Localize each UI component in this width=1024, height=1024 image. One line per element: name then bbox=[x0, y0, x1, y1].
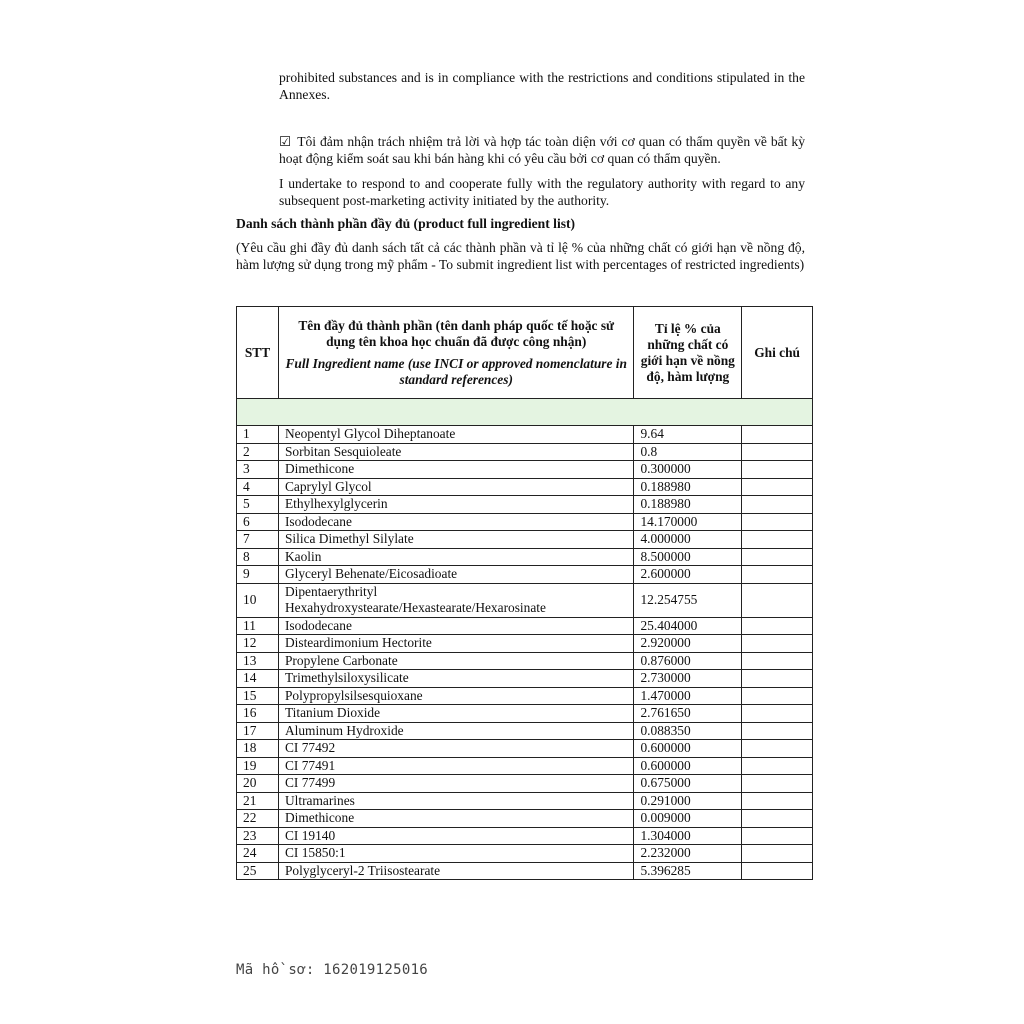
table-row bbox=[237, 775, 813, 793]
percent-cell: 2.730000 bbox=[634, 670, 742, 688]
note-cell bbox=[742, 705, 813, 723]
stt-cell: 21 bbox=[237, 792, 279, 810]
stt-cell: 18 bbox=[237, 740, 279, 758]
ingredient-name-cell: CI 77499 bbox=[278, 775, 633, 793]
header-note: Ghi chú bbox=[742, 307, 813, 399]
table-body bbox=[237, 399, 813, 880]
ingredient-name-cell: Silica Dimethyl Silylate bbox=[278, 531, 633, 549]
ingredient-name-cell: Glyceryl Behenate/Eicosadioate bbox=[278, 566, 633, 584]
note-cell bbox=[742, 862, 813, 880]
note-cell bbox=[742, 722, 813, 740]
table-row bbox=[237, 461, 813, 479]
ingredient-name-cell: CI 15850:1 bbox=[278, 845, 633, 863]
table-row bbox=[237, 687, 813, 705]
stt-cell: 11 bbox=[237, 617, 279, 635]
ingredient-name-cell: Neopentyl Glycol Diheptanoate bbox=[278, 426, 633, 444]
compliance-paragraph: prohibited substances and is in compliance with the restrictions and conditions stipulated in the Annexes. bbox=[279, 70, 805, 102]
note-cell bbox=[742, 652, 813, 670]
ingredient-name-cell: Caprylyl Glycol bbox=[278, 478, 633, 496]
note-cell bbox=[742, 670, 813, 688]
percent-cell: 0.088350 bbox=[634, 722, 742, 740]
stt-cell: 2 bbox=[237, 443, 279, 461]
ingredient-table bbox=[236, 306, 813, 880]
table-row bbox=[237, 531, 813, 549]
note-cell bbox=[742, 443, 813, 461]
table-row bbox=[237, 478, 813, 496]
percent-cell: 0.300000 bbox=[634, 461, 742, 479]
section-band-row bbox=[237, 399, 813, 426]
note-cell bbox=[742, 496, 813, 514]
stt-cell: 1 bbox=[237, 426, 279, 444]
note-cell bbox=[742, 687, 813, 705]
ingredient-name-cell: Dimethicone bbox=[278, 461, 633, 479]
table-header-row bbox=[237, 307, 813, 399]
percent-cell: 5.396285 bbox=[634, 862, 742, 880]
note-cell bbox=[742, 566, 813, 584]
checkbox-checked-icon: ☑ bbox=[279, 134, 292, 149]
ingredient-name-cell: Sorbitan Sesquioleate bbox=[278, 443, 633, 461]
section-band-cell bbox=[237, 399, 813, 426]
percent-cell: 0.876000 bbox=[634, 652, 742, 670]
ingredient-list-heading: Danh sách thành phần đầy đủ (product full ingredient list) bbox=[236, 216, 576, 231]
table-row bbox=[237, 548, 813, 566]
stt-cell: 14 bbox=[237, 670, 279, 688]
ingredient-list-instruction: (Yêu cầu ghi đầy đủ danh sách tất cả các thành phần và tỉ lệ % của những chất có giới hạn về nồng độ, hàm lượng sử dụng trong mỹ phẩm - To submit ingredient list with percentages of restricted ingredients) bbox=[236, 240, 805, 272]
table-row bbox=[237, 635, 813, 653]
percent-cell: 1.470000 bbox=[634, 687, 742, 705]
stt-cell: 25 bbox=[237, 862, 279, 880]
table-row bbox=[237, 566, 813, 584]
header-name-en: Full Ingredient name (use INCI or approved nomenclature in standard references) bbox=[285, 355, 627, 387]
stt-cell: 13 bbox=[237, 652, 279, 670]
table-row bbox=[237, 845, 813, 863]
note-cell bbox=[742, 792, 813, 810]
percent-cell: 0.188980 bbox=[634, 478, 742, 496]
note-cell bbox=[742, 548, 813, 566]
percent-cell: 0.600000 bbox=[634, 740, 742, 758]
note-cell bbox=[742, 775, 813, 793]
note-cell bbox=[742, 513, 813, 531]
table-row bbox=[237, 496, 813, 514]
percent-cell: 2.761650 bbox=[634, 705, 742, 723]
table-row bbox=[237, 617, 813, 635]
percent-cell: 0.188980 bbox=[634, 496, 742, 514]
note-cell bbox=[742, 531, 813, 549]
note-cell bbox=[742, 617, 813, 635]
header-stt: STT bbox=[237, 307, 279, 399]
ingredient-name-cell: CI 19140 bbox=[278, 827, 633, 845]
ingredient-name-cell: Polypropylsilsesquioxane bbox=[278, 687, 633, 705]
table-row bbox=[237, 443, 813, 461]
stt-cell: 15 bbox=[237, 687, 279, 705]
percent-cell: 14.170000 bbox=[634, 513, 742, 531]
ingredient-name-cell: Dimethicone bbox=[278, 810, 633, 828]
stt-cell: 4 bbox=[237, 478, 279, 496]
table-row bbox=[237, 513, 813, 531]
stt-cell: 7 bbox=[237, 531, 279, 549]
table-row bbox=[237, 705, 813, 723]
stt-cell: 9 bbox=[237, 566, 279, 584]
note-cell bbox=[742, 757, 813, 775]
header-ingredient-name bbox=[278, 307, 633, 399]
percent-cell: 4.000000 bbox=[634, 531, 742, 549]
ingredient-name-cell: Aluminum Hydroxide bbox=[278, 722, 633, 740]
table-row bbox=[237, 670, 813, 688]
note-cell bbox=[742, 583, 813, 617]
table-row bbox=[237, 862, 813, 880]
en-undertake-paragraph: I undertake to respond to and cooperate fully with the regulatory authority with regard to any subsequent post-marketing activity initiated by the authority. bbox=[279, 176, 805, 208]
note-cell bbox=[742, 810, 813, 828]
ingredient-name-cell: CI 77492 bbox=[278, 740, 633, 758]
stt-cell: 6 bbox=[237, 513, 279, 531]
ingredient-name-cell: Ethylhexylglycerin bbox=[278, 496, 633, 514]
note-cell bbox=[742, 740, 813, 758]
ingredient-name-cell: Isododecane bbox=[278, 617, 633, 635]
header-name-vi: Tên đầy đủ thành phần (tên danh pháp quốc tế hoặc sử dụng tên khoa học chuẩn đã được công nhận) bbox=[298, 317, 615, 349]
ingredient-name-cell: Propylene Carbonate bbox=[278, 652, 633, 670]
ingredient-name-cell: Polyglyceryl-2 Triisostearate bbox=[278, 862, 633, 880]
percent-cell: 2.232000 bbox=[634, 845, 742, 863]
stt-cell: 5 bbox=[237, 496, 279, 514]
percent-cell: 9.64 bbox=[634, 426, 742, 444]
table-row bbox=[237, 810, 813, 828]
stt-cell: 10 bbox=[237, 583, 279, 617]
table-row bbox=[237, 722, 813, 740]
header-percent: Tỉ lệ % của những chất có giới hạn về nồng độ, hàm lượng bbox=[634, 307, 742, 399]
table-row bbox=[237, 426, 813, 444]
table-row bbox=[237, 740, 813, 758]
table-row bbox=[237, 652, 813, 670]
footer-file-code: Mã hồ sơ: 162019125016 bbox=[236, 962, 429, 978]
percent-cell: 1.304000 bbox=[634, 827, 742, 845]
table-row bbox=[237, 827, 813, 845]
stt-cell: 3 bbox=[237, 461, 279, 479]
ingredient-name-cell: Disteardimonium Hectorite bbox=[278, 635, 633, 653]
stt-cell: 19 bbox=[237, 757, 279, 775]
ingredient-name-cell: Ultramarines bbox=[278, 792, 633, 810]
percent-cell: 2.600000 bbox=[634, 566, 742, 584]
stt-cell: 8 bbox=[237, 548, 279, 566]
stt-cell: 22 bbox=[237, 810, 279, 828]
stt-cell: 23 bbox=[237, 827, 279, 845]
table-row bbox=[237, 583, 813, 617]
percent-cell: 12.254755 bbox=[634, 583, 742, 617]
stt-cell: 24 bbox=[237, 845, 279, 863]
vi-undertake-text: Tôi đảm nhận trách nhiệm trả lời và hợp tác toàn diện với cơ quan có thẩm quyền về bất kỳ hoạt động kiểm soát sau khi bán hàng khi có yêu cầu bởi cơ quan có thẩm quyền. bbox=[279, 134, 805, 166]
ingredient-name-cell: CI 77491 bbox=[278, 757, 633, 775]
note-cell bbox=[742, 635, 813, 653]
ingredient-name-cell: Trimethylsiloxysilicate bbox=[278, 670, 633, 688]
percent-cell: 0.009000 bbox=[634, 810, 742, 828]
percent-cell: 8.500000 bbox=[634, 548, 742, 566]
note-cell bbox=[742, 426, 813, 444]
percent-cell: 0.675000 bbox=[634, 775, 742, 793]
table-row bbox=[237, 757, 813, 775]
percent-cell: 0.600000 bbox=[634, 757, 742, 775]
stt-cell: 17 bbox=[237, 722, 279, 740]
ingredient-name-cell: Titanium Dioxide bbox=[278, 705, 633, 723]
percent-cell: 25.404000 bbox=[634, 617, 742, 635]
note-cell bbox=[742, 827, 813, 845]
percent-cell: 0.8 bbox=[634, 443, 742, 461]
note-cell bbox=[742, 478, 813, 496]
ingredient-name-cell: Dipentaerythrityl Hexahydroxystearate/Hexastearate/Hexarosinate bbox=[278, 583, 633, 617]
note-cell bbox=[742, 461, 813, 479]
stt-cell: 12 bbox=[237, 635, 279, 653]
table-row bbox=[237, 792, 813, 810]
ingredient-name-cell: Kaolin bbox=[278, 548, 633, 566]
stt-cell: 16 bbox=[237, 705, 279, 723]
note-cell bbox=[742, 845, 813, 863]
vi-undertake-paragraph bbox=[279, 133, 805, 167]
percent-cell: 2.920000 bbox=[634, 635, 742, 653]
percent-cell: 0.291000 bbox=[634, 792, 742, 810]
ingredient-name-cell: Isododecane bbox=[278, 513, 633, 531]
stt-cell: 20 bbox=[237, 775, 279, 793]
